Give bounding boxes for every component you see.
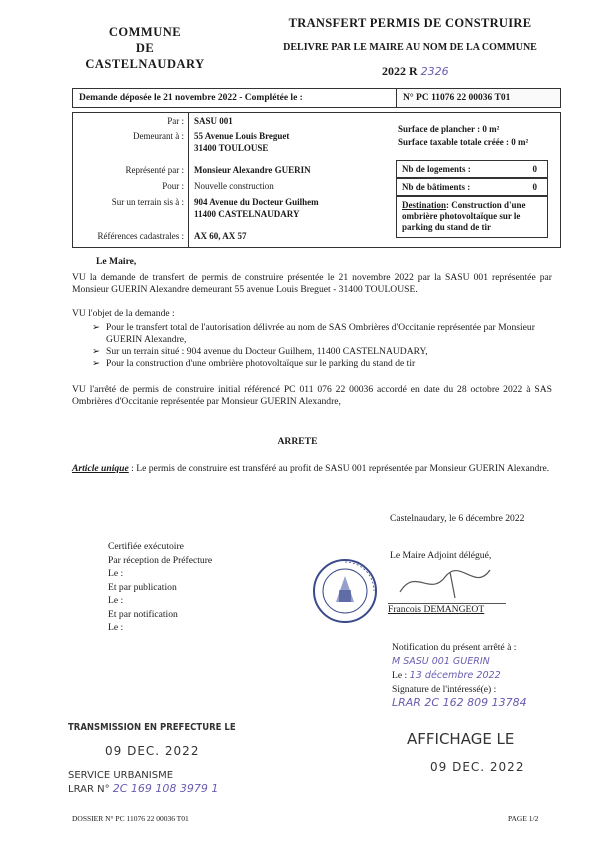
handwritten-signature-icon: [395, 562, 505, 602]
destination-box: [396, 196, 548, 238]
cert-line-6: Et par notification: [108, 608, 178, 620]
batiments-value: 0: [532, 182, 537, 192]
notification-date-hand: 13 décembre 2022: [409, 670, 501, 681]
affichage-stamp: AFFICHAGE LE: [407, 730, 515, 748]
footer-page: PAGE 1/2: [508, 814, 539, 823]
bullet-list: [92, 322, 552, 370]
notification-hand-1: M SASU 001 GUERIN: [392, 656, 490, 667]
transmission-stamp: TRANSMISSION EN PREFECTURE LE: [68, 722, 236, 733]
place-date: Castelnaudary, le 6 décembre 2022: [390, 513, 525, 524]
footer-dossier: DOSSIER N° PC 11076 22 00036 T01: [72, 814, 189, 823]
logements-box: [396, 160, 548, 178]
arrete-number-handwritten: 2326: [420, 65, 449, 78]
bullet-text-3: Pour la construction d'une ombrière photovoltaïque sur le parking du stand de tir: [106, 358, 416, 369]
maire-adjoint: Le Maire Adjoint délégué,: [390, 550, 492, 561]
notification-signature: Signature de l'intéressé(e) :: [392, 684, 497, 695]
label-terrain: Sur un terrain sis à :: [111, 197, 184, 207]
signer-name: Francois DEMANGEOT: [388, 603, 506, 616]
arrete-number: [382, 64, 449, 79]
lrar-line: [68, 782, 218, 795]
vu-demande: VU la demande de transfert de permis de construire présentée le 21 novembre 2022 par la SASU 001 représentée par Monsieur GUERIN Alexandre demeurant 55 avenue Louis Breguet - 31400 TOULOUSE.: [72, 272, 552, 295]
arrete-year: 2022 R: [382, 64, 418, 78]
notification-line-2: [392, 670, 501, 682]
cert-line-2: Par réception de Préfecture: [108, 554, 213, 566]
transmission-date: 09 DEC. 2022: [105, 744, 200, 758]
list-item: [92, 358, 552, 370]
value-terrain-1: 904 Avenue du Docteur Guilhem: [194, 197, 319, 207]
value-par: SASU 001: [194, 116, 233, 126]
value-represente: Monsieur Alexandre GUERIN: [194, 165, 311, 175]
label-demeurant: Demeurant à :: [133, 131, 184, 141]
batiments-box: [396, 178, 548, 196]
article-unique: [72, 463, 552, 475]
cert-line-4: Et par publication: [108, 581, 177, 593]
value-pour: Nouvelle construction: [194, 181, 274, 191]
document-subtitle: DELIVRE PAR LE MAIRE AU NOM DE LA COMMUNE: [283, 42, 537, 53]
notification-le-label: Le :: [392, 670, 408, 681]
batiments-label: Nb de bâtiments :: [402, 182, 471, 192]
document-title: TRANSFERT PERMIS DE CONSTRUIRE: [288, 16, 532, 30]
cert-line-1: Certifiée exécutoire: [108, 541, 184, 552]
label-pour: Pour :: [162, 181, 184, 191]
commune-seal-icon: [312, 558, 378, 624]
arrow-bullet-icon: ➢: [92, 346, 101, 357]
label-represente: Représenté par :: [125, 165, 184, 175]
notification-title: Notification du présent arrêté à :: [392, 642, 517, 653]
bullet-text-2: Sur un terrain situé : 904 avenue du Docteur Guilhem, 11400 CASTELNAUDARY,: [106, 346, 428, 357]
destination-text: : Construction d'une ombrière photovoltaïque sur le parking du stand de tir: [402, 200, 526, 232]
commune-line-3: CASTELNAUDARY: [85, 57, 205, 71]
surface-plancher: Surface de plancher : 0 m²: [398, 124, 500, 134]
commune-header: [70, 24, 220, 72]
bullet-text-1: Pour le transfert total de l'autorisation délivrée au nom de SAS Ombrières d'Occitanie représentée par Monsieur GUERIN Alexandre,: [106, 322, 535, 345]
lrar-label: LRAR N°: [68, 784, 110, 795]
list-item: [92, 322, 552, 346]
affichage-date: 09 DEC. 2022: [430, 760, 525, 774]
logements-label: Nb de logements :: [402, 164, 471, 174]
value-terrain-2: 11400 CASTELNAUDARY: [194, 209, 300, 219]
commune-line-2: DE: [135, 41, 155, 55]
details-divider: [188, 112, 189, 248]
vu-objet: VU l'objet de la demande :: [72, 308, 175, 319]
arrow-bullet-icon: ➢: [92, 358, 101, 369]
label-cadastre: Références cadastrales :: [97, 231, 184, 241]
article-label: Article unique: [72, 463, 129, 474]
destination-label: Destination: [402, 200, 447, 210]
value-cadastre: AX 60, AX 57: [194, 231, 247, 241]
certification-block: [108, 540, 212, 635]
value-demeurant-1: 55 Avenue Louis Breguet: [194, 131, 290, 141]
article-text: : Le permis de construire est transféré au profit de SASU 001 représentée par Monsieur GUERIN Alexandre.: [128, 463, 550, 474]
cert-line-5: Le :: [108, 595, 124, 606]
value-demeurant-2: 31400 TOULOUSE: [194, 143, 269, 153]
service-urbanisme: SERVICE URBANISME: [68, 770, 174, 781]
vu-arrete-initial: VU l'arrêté de permis de construire initial référencé PC 011 076 22 00036 accordé en date du 28 octobre 2022 à SAS Ombrières d'Occitanie représentée par Monsieur GUERIN Alexandre,: [72, 384, 552, 407]
lrar-hand: 2C 169 108 3979 1: [112, 782, 219, 795]
arrow-bullet-icon: ➢: [92, 322, 101, 333]
deposit-box: Demande déposée le 21 novembre 2022 - Complétée le :: [72, 88, 402, 108]
list-item: [92, 346, 552, 358]
logements-value: 0: [532, 164, 537, 174]
label-par: Par :: [167, 116, 184, 126]
cert-line-7: Le :: [108, 622, 124, 633]
permit-number-box: N° PC 11076 22 00036 T01: [396, 88, 561, 108]
arrete-heading: ARRETE: [277, 436, 318, 447]
commune-line-1: COMMUNE: [108, 25, 182, 39]
le-maire: Le Maire,: [96, 256, 137, 267]
cert-line-3: Le :: [108, 568, 124, 579]
surface-taxable: Surface taxable totale créée : 0 m²: [398, 137, 529, 147]
notification-lrar-hand: LRAR 2C 162 809 13784: [392, 696, 527, 709]
